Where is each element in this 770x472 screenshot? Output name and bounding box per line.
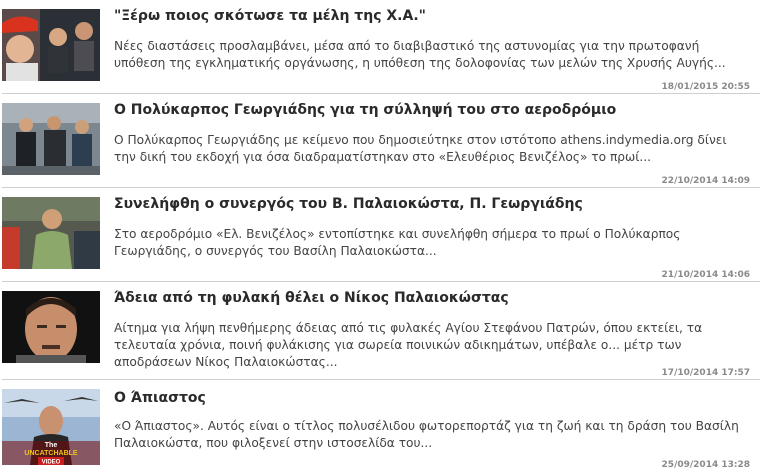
article-date: 22/10/2014 14:09 [661,176,750,186]
article-thumbnail[interactable] [2,9,100,81]
article-item[interactable] [0,6,760,94]
article-title[interactable]: "Ξέρω ποιος σκότωσε τα μέλη της Χ.Α." [114,8,426,24]
article-date: 21/10/2014 14:06 [661,270,750,280]
thumb-text-line1: The [44,442,58,449]
article-thumbnail[interactable] [2,103,100,175]
article-thumbnail[interactable] [2,197,100,269]
article-summary: «Ο Άπιαστος». Αυτός είναι ο τίτλος πολυσέλιδου φωτορεπορτάζ για τη ζωή και τη δράση του Βασίλη Παλαιοκώστα, που φιλοξενεί στην ιστοσελίδα του... [114,419,739,450]
article-thumbnail[interactable] [2,291,100,363]
article-title[interactable]: Ο Άπιαστος [114,390,206,406]
thumb-text-line3: VIDEO [41,459,61,465]
separator [2,187,760,188]
separator [2,379,760,380]
article-date: 18/01/2015 20:55 [661,82,750,92]
article-item[interactable] [0,100,760,188]
article-date: 17/10/2014 17:57 [661,368,750,378]
article-summary: Νέες διαστάσεις προσλαμβάνει, μέσα από το διαβιβαστικό της αστυνομίας για την πρωτοφανή υπόθεση της εγκληματικής οργάνωσης, η υπόθεση της δολοφονίας των μελών της Χρυσής Αυγής... [114,39,726,70]
article-summary: Στο αεροδρόμιο «Ελ. Βενιζέλος» εντοπίστηκε και συνελήφθη σήμερα το πρωί ο Πολύκαρπος Γεωργιάδης, ο συνεργός του Βασίλη Παλαιοκώστα... [114,227,681,258]
article-item[interactable] [0,288,760,380]
article-item[interactable] [0,194,760,282]
separator [2,281,760,282]
article-title[interactable]: Ο Πολύκαρπος Γεωργιάδης για τη σύλληψή του στο αεροδρόμιο [114,102,617,118]
article-date: 25/09/2014 13:28 [661,460,750,470]
thumb-text-line2: UNCATCHABLE [24,450,78,457]
article-thumbnail[interactable] [2,389,100,465]
article-title[interactable]: Συνελήφθη ο συνεργός του Β. Παλαιοκώστα, Π. Γεωργιάδης [114,196,583,212]
article-summary: Ο Πολύκαρπος Γεωργιάδης με κείμενο που δημοσιεύτηκε στον ιστότοπο athens.indymedia.org δίνει την δική του εκδοχή για όσα διαδραματίστηκαν στο «Ελευθέριος Βενιζέλος» το πρωί... [114,133,727,164]
separator [2,93,760,94]
article-summary: Αίτημα για λήψη πενθήμερης άδειας από τις φυλακές Αγίου Στεφάνου Πατρών, όπου εκτείει, τα τελευταία χρόνια, ποινή φυλάκισης για σωρεία ποινικών αδικημάτων, υπέβαλε ο... μέτρ των αποδράσεων Νίκος Παλαιοκώστας... [114,321,703,369]
article-title[interactable]: Άδεια από τη φυλακή θέλει ο Νίκος Παλαιοκώστας [114,290,509,306]
article-item[interactable] [0,386,760,472]
